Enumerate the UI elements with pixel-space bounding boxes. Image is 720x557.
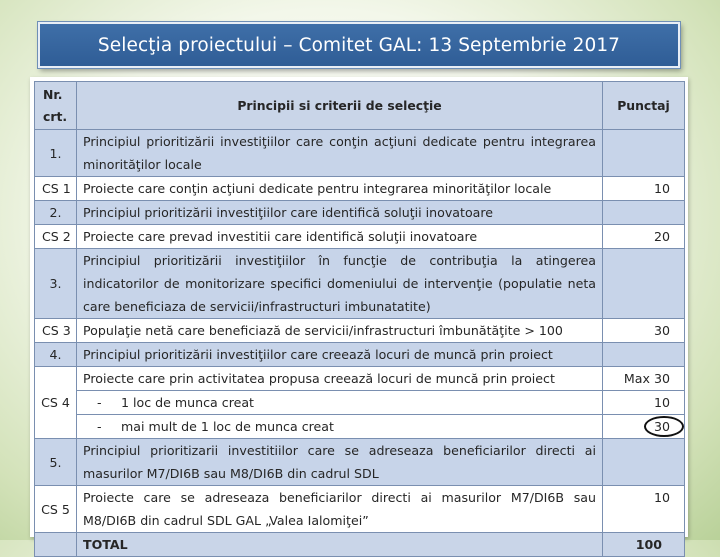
row-text: Proiecte care prevad investitii care identifică soluţii inovatoare	[77, 225, 603, 249]
row-text: Proiecte care conţin acţiuni dedicate pentru integrarea minorităţilor locale	[77, 177, 603, 201]
table-row-total	[35, 533, 685, 557]
header-nr	[35, 82, 77, 130]
option-dash: -	[97, 419, 102, 434]
row-text: Principiul prioritizarii investitiilor care se adreseaza beneficiarilor directi ai masurilor M7/DI6B sau M8/DI6B din cadrul SDL	[77, 439, 603, 486]
table-row-cs1	[35, 177, 685, 201]
row-score	[603, 130, 685, 177]
row-nr: 3.	[35, 249, 77, 319]
row-text: Principiul prioritizării investiţiilor care identifică soluţii inovatoare	[77, 201, 603, 225]
table-row-principle-5	[35, 439, 685, 486]
row-score	[603, 343, 685, 367]
table-row-principle-2	[35, 201, 685, 225]
row-score	[603, 249, 685, 319]
row-score: Max 30	[603, 367, 685, 391]
criteria-table	[34, 81, 685, 557]
row-score: 20	[603, 225, 685, 249]
row-score-cell	[603, 415, 685, 439]
slide-title	[38, 22, 680, 68]
row-score: 10	[603, 486, 685, 533]
row-text: Principiul prioritizării investiţiilor în funcţie de contribuţia la atingerea indicatorilor de monitorizare specifici domeniului de intervenţie (populatie neta care beneficiaza de servicii/infrastructuri imbunatatite)	[77, 249, 603, 319]
row-score	[603, 201, 685, 225]
slide-title-text: Selecţia proiectului – Comitet GAL: 13 Septembrie 2017	[97, 34, 621, 56]
row-score: 10	[603, 391, 685, 415]
row-nr: 4.	[35, 343, 77, 367]
table-row-cs4	[35, 367, 685, 391]
table-row-principle-1	[35, 130, 685, 177]
table-row-principle-4	[35, 343, 685, 367]
row-score: 10	[603, 177, 685, 201]
header-nr-line1: Nr.	[43, 86, 63, 102]
row-score	[603, 439, 685, 486]
row-nr: 5.	[35, 439, 77, 486]
option-label: 1 loc de munca creat	[121, 395, 254, 410]
row-nr: CS 3	[35, 319, 77, 343]
row-score: 30	[653, 419, 670, 434]
row-nr	[35, 533, 77, 557]
criteria-table-container	[30, 77, 688, 552]
option-text-cell	[77, 415, 603, 439]
table-row-cs5	[35, 486, 685, 533]
circle-annotation-icon	[644, 416, 684, 437]
table-row-cs2	[35, 225, 685, 249]
row-text: Proiecte care prin activitatea propusa creează locuri de muncă prin proiect	[77, 367, 603, 391]
row-text: Proiecte care se adreseaza beneficiarilor directi ai masurilor M7/DI6B sau M8/DI6B din cadrul SDL GAL „Valea Ialomiţei”	[77, 486, 603, 533]
row-nr: 2.	[35, 201, 77, 225]
row-nr: CS 4	[35, 367, 77, 439]
header-score: Punctaj	[603, 82, 685, 130]
circled-score	[654, 415, 670, 438]
table-row-principle-3	[35, 249, 685, 319]
row-nr: CS 5	[35, 486, 77, 533]
option-dash: -	[97, 395, 102, 410]
row-text: Principiul prioritizării investiţiilor care conţin acţiuni dedicate pentru integrarea minorităţilor locale	[77, 130, 603, 177]
total-label: TOTAL	[77, 533, 603, 557]
option-text-cell	[77, 391, 603, 415]
header-nr-line2: crt.	[43, 108, 68, 124]
table-row-cs4-option-1	[35, 391, 685, 415]
table-row-cs4-option-2	[35, 415, 685, 439]
row-text: Principiul prioritizării investiţiilor care creează locuri de muncă prin proiect	[77, 343, 603, 367]
row-score: 30	[603, 319, 685, 343]
header-criteria: Principii si criterii de selecţie	[77, 82, 603, 130]
table-row-cs3	[35, 319, 685, 343]
option-label: mai mult de 1 loc de munca creat	[121, 419, 334, 434]
total-score: 100	[603, 533, 685, 557]
row-text: Populaţie netă care beneficiază de servicii/infrastructuri îmbunătăţite > 100	[77, 319, 603, 343]
row-nr: 1.	[35, 130, 77, 177]
row-nr: CS 2	[35, 225, 77, 249]
row-nr: CS 1	[35, 177, 77, 201]
table-header-row	[35, 82, 685, 130]
